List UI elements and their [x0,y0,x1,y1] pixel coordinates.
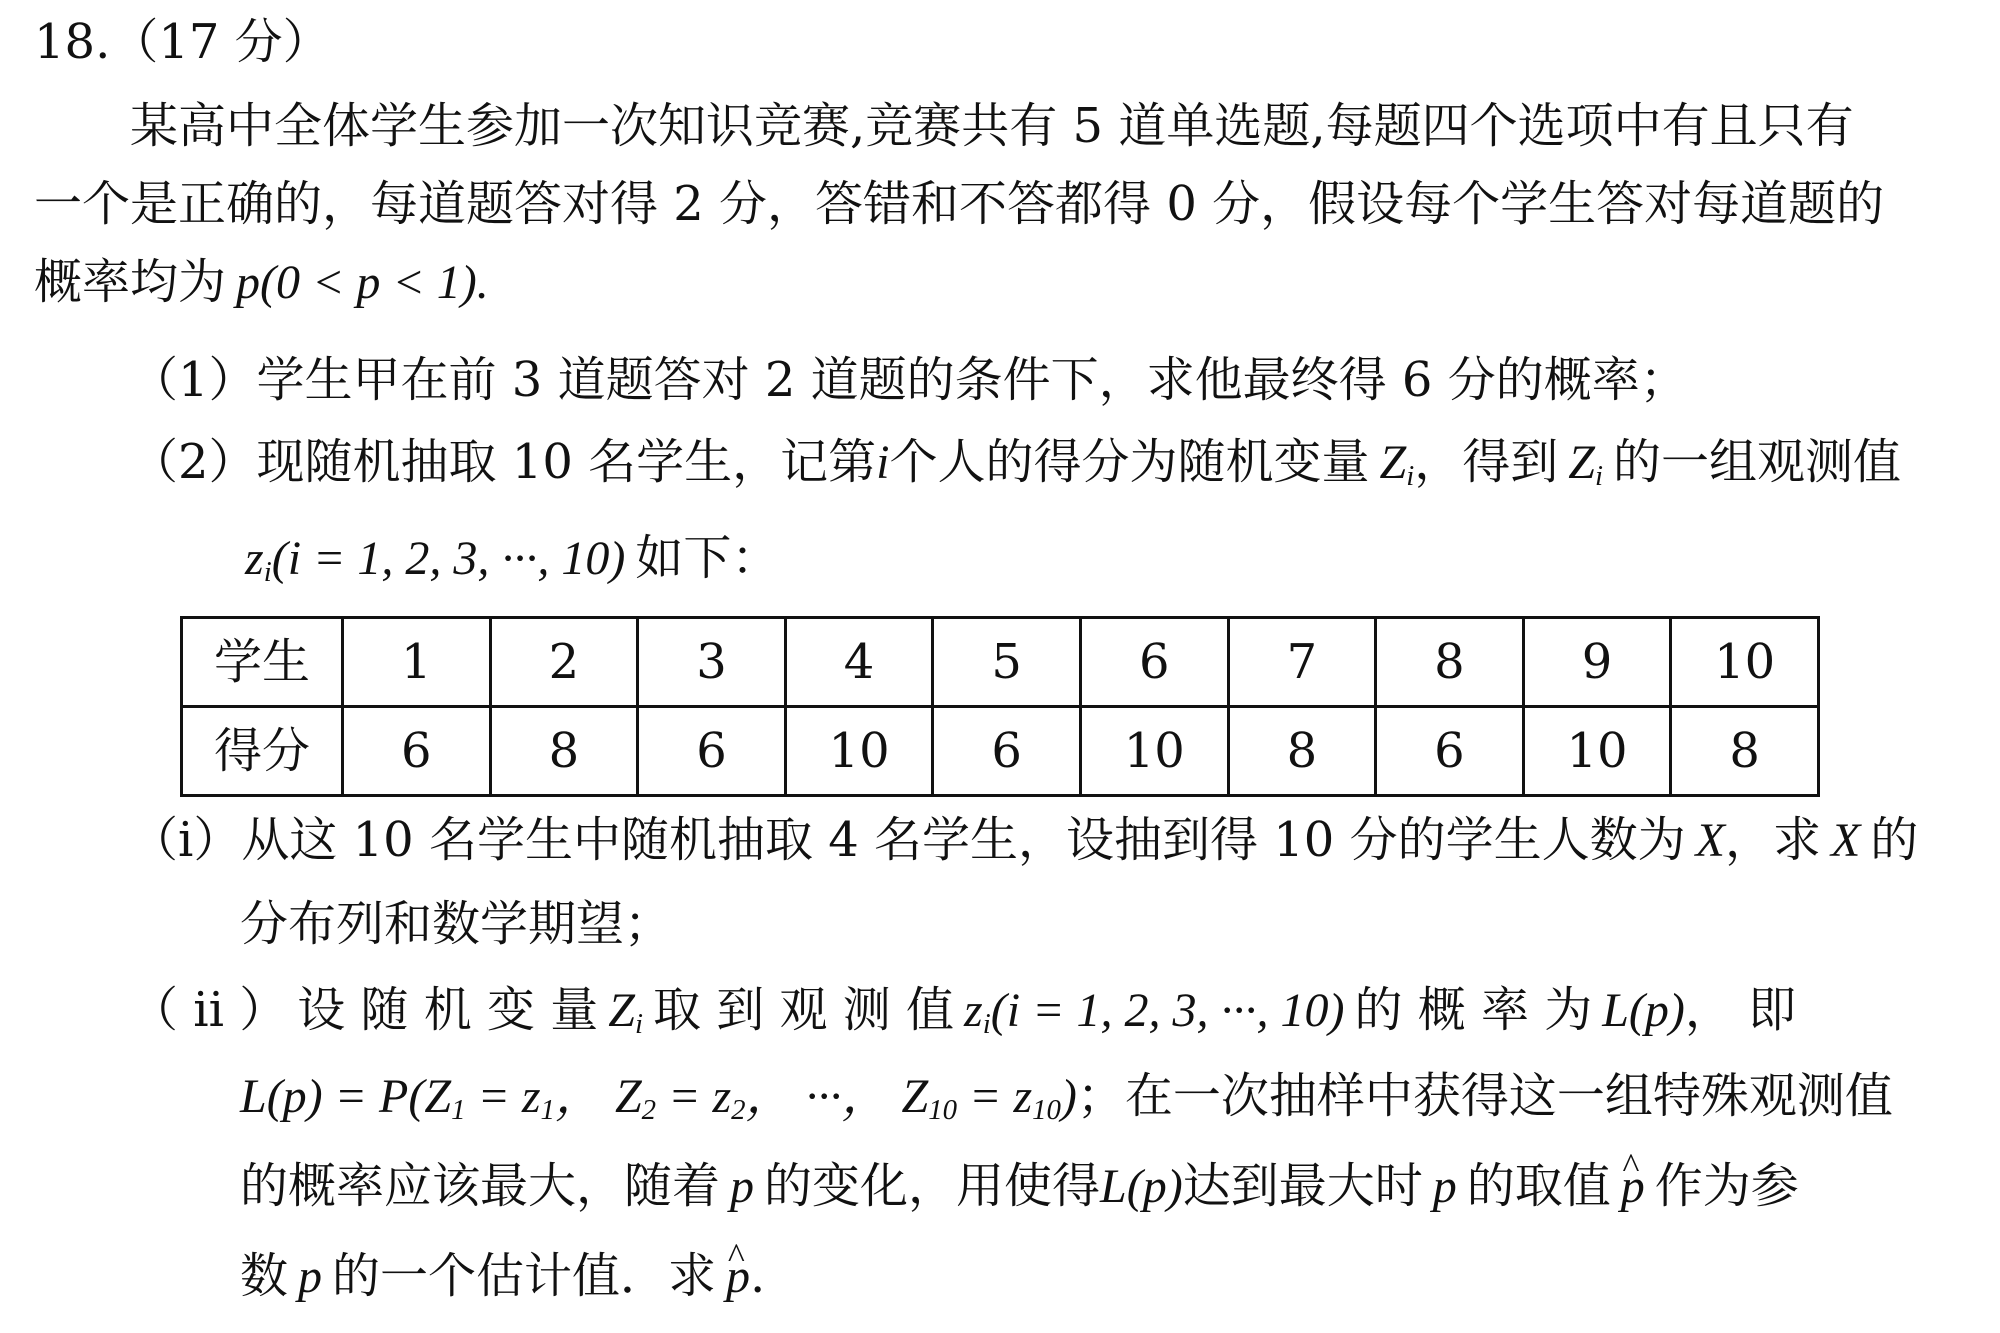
part-2-label: （2） [130,434,257,490]
table-cell: 6 [1080,618,1228,707]
Lp-definition: $L(p) = P(Z_1 = z_1$， $Z_2 = z_2$， ···， $Z_{10} = z_{10}$) [240,1070,1077,1127]
table-cell: 6 [638,707,786,796]
obs-z: $z_i$ [245,532,272,589]
sub-ii-line-3-d: 的取值 [1466,1158,1611,1214]
sub-ii-line-2 [240,1068,1893,1127]
table-cell: 2 [490,618,638,707]
sub-ii-line-3-b: 的变化，用使得 [764,1158,1101,1214]
part-2-text-b: 个人的得分为随机变量 [889,434,1370,490]
sub-ii-text-d: ， 即 [1684,982,1797,1038]
var-X-2: X [1830,814,1861,867]
p-hat-2: ^ p [726,1253,750,1301]
part-1: （1）学生甲在前 3 道题答对 2 道题的条件下，求他最终得 6 分的概率； [130,352,1688,408]
sub-ii-line-4-a: 数 [240,1248,289,1304]
score-table [180,616,1820,797]
table-cell: 9 [1523,618,1671,707]
sub-i-line-1 [130,812,1919,868]
var-Z-2: $Z_i$ [1568,436,1603,493]
prob-condition: (0 < p < 1). [260,256,489,309]
sub-ii-line-4-b: 的一个估计值．求 [332,1248,717,1304]
table-header-students: 学生 [182,618,343,707]
sub-ii-line-2-tail: ；在一次抽样中获得这一组特殊观测值 [1076,1068,1893,1124]
intro-line-1: 某高中全体学生参加一次知识竞赛,竞赛共有 5 道单选题,每题四个选项中有且只有 [130,98,1854,154]
part-2-text-a: 现随机抽取 10 名学生，记第 [256,434,877,490]
table-cell: 10 [1671,618,1819,707]
table-cell: 6 [343,707,491,796]
sub-ii-line-4 [240,1248,766,1304]
table-cell: 6 [933,707,1081,796]
sub-i-text-c: 的 [1870,812,1919,868]
sub-ii-line-1 [130,982,1797,1041]
table-cell: 10 [1523,707,1671,796]
prob-p: p [236,256,261,309]
table-cell: 8 [490,707,638,796]
table-cell: 6 [1376,707,1524,796]
sub-i-text-b: ，求 [1724,812,1821,868]
Lp: L(p) [1602,984,1685,1037]
sub-i-label: （i） [130,812,242,868]
part-2-text-c: ，得到 [1414,434,1559,490]
table-cell: 1 [343,618,491,707]
part-2-line-1 [130,434,1901,493]
sub-i-text-a: 从这 10 名学生中随机抽取 4 名学生，设抽到得 10 分的学生人数为 [241,812,1686,868]
table-cell: 4 [785,618,933,707]
sub-ii-line-3-a: 的概率应该最大，随着 [240,1158,721,1214]
p-var-3: p [298,1250,323,1303]
table-cell: 8 [1228,707,1376,796]
sub-ii-text-c: 的 概 率 为 [1354,982,1593,1038]
question-number: 18. [34,14,111,70]
part-2-text-d: 的一组观测值 [1612,434,1901,490]
question-points: （17 分） [110,14,331,70]
var-Z-3: $Z_i$ [608,984,643,1041]
table-cell: 8 [1376,618,1524,707]
part-2-line-2-tail: 如下： [635,530,780,586]
question-heading [34,14,331,70]
table-cell: 3 [638,618,786,707]
table-cell: 7 [1228,618,1376,707]
p-hat-end: . [750,1248,766,1304]
intro-line-2: 一个是正确的，每道题答对得 2 分，答错和不答都得 0 分，假设每个学生答对每道题的 [34,176,1885,232]
sub-ii-label: （ ii ） [130,982,288,1038]
table-cell: 5 [933,618,1081,707]
p-var: p [730,1160,755,1213]
sub-ii-line-3 [240,1158,1799,1214]
p-hat: ^ p [1621,1163,1645,1211]
table-header-scores: 得分 [182,707,343,796]
index-range: (i = 1, 2, 3, ···, 10) [271,532,626,585]
table-cell: 10 [1080,707,1228,796]
table-cell: 10 [785,707,933,796]
sub-ii-line-3-e: 作为参 [1654,1158,1799,1214]
sub-i-line-2: 分布列和数学期望； [240,896,673,952]
table-row-scores [182,707,1819,796]
table-cell: 8 [1671,707,1819,796]
Lp-2: L(p) [1100,1160,1183,1213]
var-Z: $Z_i$ [1379,436,1415,493]
table-row-students [182,618,1819,707]
sub-ii-text-a: 设 随 机 变 量 [297,982,599,1038]
sub-ii-line-3-c: 达到最大时 [1182,1158,1423,1214]
obs-z-2: $z_i(i = 1$, 2, 3, ···, 10) [964,984,1345,1041]
index-i: i [876,436,890,489]
sub-ii-text-b: 取 到 观 测 值 [653,982,955,1038]
var-X: X [1695,814,1725,867]
intro-line-3-text: 概率均为 [34,254,227,310]
part-2-line-2 [245,530,780,589]
intro-line-3 [34,254,489,310]
p-var-2: p [1432,1160,1457,1213]
